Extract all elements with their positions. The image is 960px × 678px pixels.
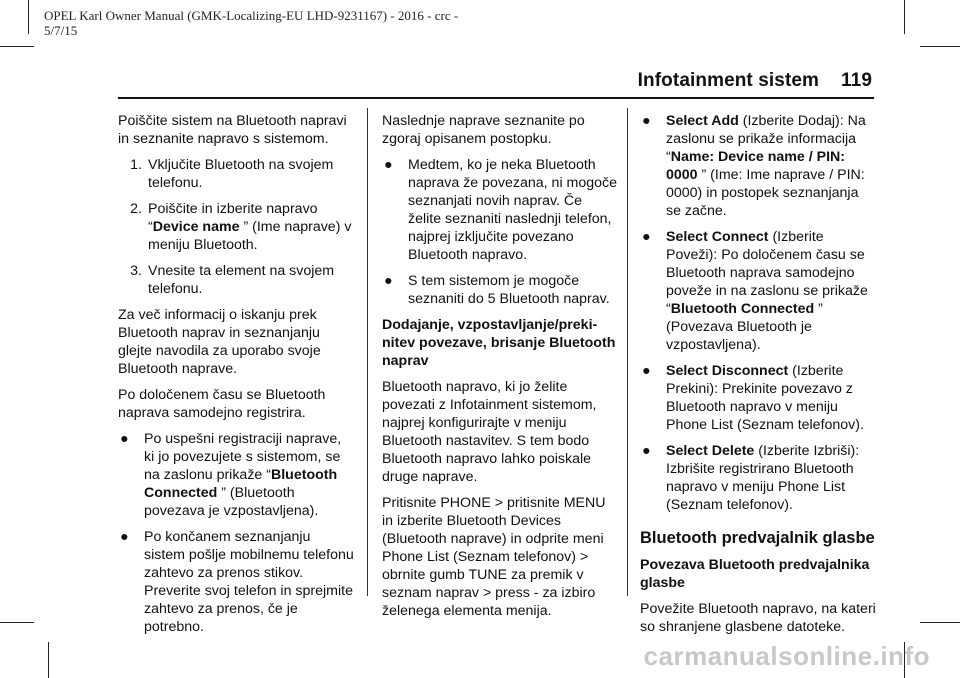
bullet-item bbox=[118, 528, 354, 636]
column-2 bbox=[382, 112, 618, 628]
crop-mark bbox=[28, 0, 29, 34]
paragraph: Naslednje naprave seznanite po zgoraj opisanem postopku. bbox=[382, 113, 585, 147]
paragraph: Pritisnite PHONE > pritisnite MENU in izberite Bluetooth Devices (Bluetooth naprave) in odprite meni Phone List (Seznam telefonov) > obrnite gumb TUNE za premik v seznam naprav > press - za izbiro želenega elementa menija. bbox=[382, 495, 606, 619]
bullet-item bbox=[118, 430, 354, 520]
paragraph: Poiščite sistem na Bluetooth napravi in seznanite napravo s sistemom. bbox=[118, 113, 347, 147]
paragraph: Za več informacij o iskanju prek Bluetooth naprav in seznanjanju glejte navodila za uporabo svoje Bluetooth naprave. bbox=[118, 307, 321, 377]
paragraph: Povežite Bluetooth napravo, na kateri so shranjene glasbene datoteke. bbox=[640, 601, 876, 635]
step-text-part: ” (Ime naprave) v meniju Bluetooth. bbox=[148, 219, 352, 253]
bullet-text-part: (Izberite Poveži): Po določenem času se Bluetooth naprava samodejno poveže in na zaslonu se prikaže “ bbox=[666, 229, 868, 317]
bullet-text: Medtem, ko je neka Bluetooth naprava že povezana, ni mogoče seznanjati novih naprav. Če želite seznaniti naslednji telefon, najprej izključite povezano Bluetooth napravo. bbox=[408, 157, 618, 263]
numbered-step bbox=[118, 156, 354, 192]
column-divider bbox=[627, 108, 628, 596]
bullet-item bbox=[640, 228, 876, 354]
header-rule bbox=[118, 97, 874, 99]
column-1 bbox=[118, 112, 354, 644]
bullet-item bbox=[640, 112, 876, 220]
bullet-icon: ● bbox=[642, 363, 651, 379]
crop-mark bbox=[920, 622, 960, 623]
section-heading: Bluetooth predvajalnik glasbe bbox=[640, 529, 875, 547]
bullet-text-part: (Izberite Prekini): Prekinite povezavo z Bluetooth napravo v meniju Phone List (Seznam telefonov). bbox=[666, 363, 864, 433]
bullet-text-part: Po uspešni registraciji naprave, ki jo povezujete s sistemom, se na zaslonu prikaže “ bbox=[144, 431, 342, 483]
bullet-lead: Select Add bbox=[666, 113, 739, 129]
bullet-item bbox=[382, 272, 618, 308]
step-number: 3. bbox=[130, 263, 142, 279]
crop-mark bbox=[48, 642, 49, 678]
bullet-lead: Select Disconnect bbox=[666, 363, 789, 379]
numbered-step bbox=[118, 262, 354, 298]
step-text bbox=[148, 200, 354, 254]
column-3 bbox=[640, 112, 876, 644]
bullet-icon: ● bbox=[642, 443, 651, 459]
column-divider bbox=[367, 108, 368, 596]
step-text: Vključite Bluetooth na svojem telefonu. bbox=[148, 157, 334, 191]
step-text-part: Poiščite in izberite napravo “ bbox=[148, 201, 318, 235]
bullet-text-part: ” (Povezava Bluetooth je vzpostavljena). bbox=[666, 301, 823, 353]
step-text-bold: Device name bbox=[152, 219, 240, 235]
bullet-icon: ● bbox=[642, 113, 651, 129]
bullet-text-bold: Bluetooth Connected bbox=[144, 467, 338, 501]
bullet-text: S tem sistemom je mogoče seznaniti do 5 Bluetooth naprav. bbox=[408, 273, 610, 307]
bullet-icon: ● bbox=[120, 431, 129, 447]
bullet-text-bold: Name: Device name / PIN: 0000 bbox=[666, 149, 845, 183]
bullet-icon: ● bbox=[642, 229, 651, 245]
numbered-step bbox=[118, 200, 354, 254]
bullet-lead: Select Delete bbox=[666, 443, 755, 459]
section-title: Infotainment sistem bbox=[637, 70, 820, 91]
bullet-item bbox=[382, 156, 618, 264]
bullet-text-part: (Izberite Izbriši): Izbrišite registrirano Bluetooth napravo v meniju Phone List (Seznam telefonov). bbox=[666, 443, 860, 513]
subheading: Povezava Bluetooth predvajalnika glasbe bbox=[640, 557, 870, 591]
crop-mark bbox=[0, 46, 34, 47]
crop-mark bbox=[0, 622, 34, 623]
meta-line-1: OPEL Karl Owner Manual (GMK-Localizing-EU LHD-9231167) - 2016 - crc - bbox=[44, 8, 459, 23]
bullet-text bbox=[144, 430, 354, 520]
bullet-icon: ● bbox=[384, 273, 393, 289]
bullet-text-part: ” (Ime: Ime naprave / PIN: 0000) in postopek seznanjanja se začne. bbox=[666, 167, 865, 219]
subheading: Dodajanje, vzpostavljanje/preki-nitev povezave, brisanje Bluetooth naprav bbox=[382, 317, 616, 369]
paragraph: Bluetooth napravo, ki jo želite povezati z Infotainment sistemom, najprej konfigurirajte v meniju Bluetooth nastavitev. S tem bodo Bluetooth napravo lahko poiskale druge naprave. bbox=[382, 379, 597, 485]
bullet-text-part: ” (Bluetooth povezava je vzpostavljena). bbox=[144, 485, 319, 519]
step-text: Vnesite ta element na svojem telefonu. bbox=[148, 263, 335, 297]
bullet-text: Po končanem seznanjanju sistem pošlje mobilnemu telefonu zahtevo za prenos stikov. Preverite svoj telefon in sprejmite zahtevo za prenos, če je potrebno. bbox=[144, 529, 354, 635]
document-meta bbox=[44, 8, 524, 38]
bullet-item bbox=[640, 442, 876, 514]
paragraph: Po določenem času se Bluetooth naprava samodejno registrira. bbox=[118, 387, 326, 421]
step-number: 2. bbox=[130, 201, 142, 217]
bullet-icon: ● bbox=[384, 157, 393, 173]
bullet-text-bold: Bluetooth Connected bbox=[670, 301, 815, 317]
meta-line-2: 5/7/15 bbox=[44, 23, 78, 38]
page-heading bbox=[638, 70, 872, 92]
watermark: carmanualsonline.info bbox=[643, 641, 930, 671]
bullet-text-part: (Izberite Dodaj): Na zaslonu se prikaže informacija “ bbox=[666, 113, 866, 165]
bullet-text bbox=[666, 228, 876, 354]
bullet-text bbox=[666, 362, 876, 434]
bullet-text bbox=[666, 442, 876, 514]
page-number: 119 bbox=[841, 70, 872, 91]
bullet-item bbox=[640, 362, 876, 434]
bullet-text bbox=[666, 112, 876, 220]
bullet-icon: ● bbox=[120, 529, 129, 545]
crop-mark bbox=[920, 46, 960, 47]
step-number: 1. bbox=[130, 157, 142, 173]
crop-mark bbox=[904, 0, 905, 34]
bullet-lead: Select Connect bbox=[666, 229, 769, 245]
